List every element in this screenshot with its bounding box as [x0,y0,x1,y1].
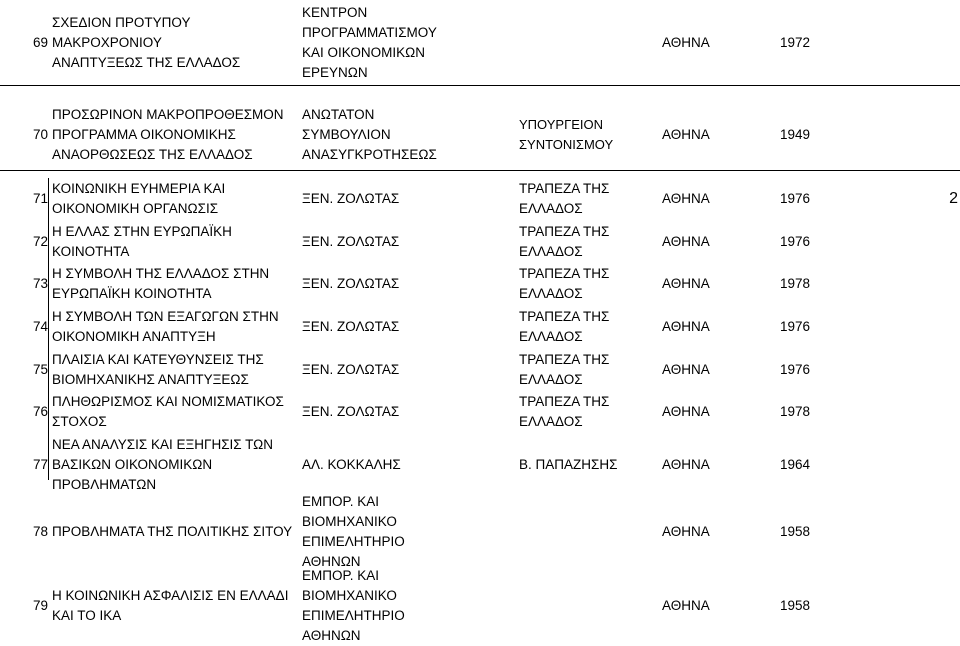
year: 1976 [779,234,810,249]
translator-publisher: ΥΠΟΥΡΓΕΙΟΝ ΣΥΝΤΟΝΙΣΜΟΥ [519,117,614,152]
translator-publisher [519,0,659,85]
place: ΑΘΗΝΑ [662,191,710,206]
row-number: 77 [32,457,48,472]
book-title: ΝΕΑ ΑΝΑΛΥΣΙΣ ΚΑΙ ΕΞΗΓΗΣΙΣ ΤΩΝ ΒΑΣΙΚΩΝ ΟΙΚΟΝΟΜΙΚΩΝ ΠΡΟΒΛΗΜΑΤΩΝ [52,437,274,492]
translator-publisher: ΤΡΑΠΕΖΑ ΤΗΣ ΕΛΛΑΔΟΣ [519,394,610,429]
year: 1976 [779,362,810,377]
table-row [0,434,960,496]
extra-mark [938,0,958,85]
extra-mark [938,391,958,433]
year: 1976 [779,319,810,334]
row-number: 70 [32,127,48,142]
year: 1949 [779,127,810,142]
author-publisher: ΑΛ. ΚΟΚΚΑΛΗΣ [302,457,401,472]
place: ΑΘΗΝΑ [662,319,710,334]
author-publisher: ΞΕΝ. ΖΟΛΩΤΑΣ [302,319,400,334]
translator-publisher: ΤΡΑΠΕΖΑ ΤΗΣ ΕΛΛΑΔΟΣ [519,266,610,301]
row-number: 79 [32,597,48,613]
translator-publisher: ΤΡΑΠΕΖΑ ΤΗΣ ΕΛΛΑΔΟΣ [519,224,610,259]
book-title: ΠΛΗΘΩΡΙΣΜΟΣ ΚΑΙ ΝΟΜΙΣΜΑΤΙΚΟΣ ΣΤΟΧΟΣ [52,394,284,429]
book-title: ΠΡΟΒΛΗΜΑΤΑ ΤΗΣ ΠΟΛΙΤΙΚΗΣ ΣΙΤΟΥ [52,524,293,539]
extra-mark [938,568,958,643]
book-title: Η ΣΥΜΒΟΛΗ ΤΗΣ ΕΛΛΑΔΟΣ ΣΤΗΝ ΕΥΡΩΠΑΪΚΗ ΚΟΙΝΟΤΗΤΑ [52,266,270,301]
translator-publisher: ΤΡΑΠΕΖΑ ΤΗΣ ΕΛΛΑΔΟΣ [519,181,610,216]
extra-mark [938,434,958,496]
row-number: 75 [32,362,48,377]
row-number: 72 [32,234,48,249]
author-publisher: ΞΕΝ. ΖΟΛΩΤΑΣ [302,362,400,377]
table-row [0,0,960,85]
place: ΑΘΗΝΑ [662,404,710,419]
place: ΑΘΗΝΑ [662,127,710,142]
translator-publisher: Β. ΠΑΠΑΖΗΣΗΣ [519,457,618,472]
row-number: 73 [32,276,48,291]
row-separator [0,85,960,86]
place: ΑΘΗΝΑ [662,362,710,377]
translator-publisher [519,568,659,643]
translator-publisher: ΤΡΑΠΕΖΑ ΤΗΣ ΕΛΛΑΔΟΣ [519,352,610,387]
table-row [0,306,960,348]
year: 1972 [779,34,810,50]
place: ΑΘΗΝΑ [662,524,710,539]
place: ΑΘΗΝΑ [662,597,710,613]
year: 1958 [779,524,810,539]
translator-publisher: ΤΡΑΠΕΖΑ ΤΗΣ ΕΛΛΑΔΟΣ [519,309,610,344]
year: 1978 [779,276,810,291]
table-row [0,96,960,174]
author-publisher: ΞΕΝ. ΖΟΛΩΤΑΣ [302,276,400,291]
extra-mark [938,496,958,568]
year: 1964 [779,457,810,472]
row-number: 71 [32,191,48,206]
extra-mark [938,96,958,174]
table-row [0,221,960,263]
row-number: 76 [32,404,48,419]
place: ΑΘΗΝΑ [662,276,710,291]
author-publisher: ΞΕΝ. ΖΟΛΩΤΑΣ [302,404,400,419]
row-number: 78 [32,524,48,539]
extra-mark [938,306,958,348]
translator-publisher [519,496,659,568]
book-title: Η ΣΥΜΒΟΛΗ ΤΩΝ ΕΞΑΓΩΓΩΝ ΣΤΗΝ ΟΙΚΟΝΟΜΙΚΗ ΑΝΑΠΤΥΞΗ [52,309,279,344]
author-publisher: ΞΕΝ. ΖΟΛΩΤΑΣ [302,191,400,206]
table-row [0,496,960,568]
year: 1958 [779,597,810,613]
author-publisher: ΑΝΩΤΑΤΟΝ ΣΥΜΒΟΥΛΙΟΝ ΑΝΑΣΥΓΚΡΟΤΗΣΕΩΣ [302,107,437,162]
row-number: 69 [32,34,48,50]
book-title: ΣΧΕΔΙΟΝ ΠΡΟΤΥΠΟΥ ΜΑΚΡΟΧΡΟΝΙΟΥ ΑΝΑΠΤΥΞΕΩΣ ΤΗΣ ΕΛΛΑΔΟΣ [52,14,241,70]
extra-mark: 2 [949,190,958,207]
table-row [0,391,960,433]
author-publisher: ΕΜΠΟΡ. ΚΑΙ ΒΙΟΜΗΧΑΝΙΚΟ ΕΠΙΜΕΛΗΤΗΡΙΟ ΑΘΗΝΩΝ [302,494,405,569]
place: ΑΘΗΝΑ [662,234,710,249]
row-number: 74 [32,319,48,334]
year: 1976 [779,191,810,206]
place: ΑΘΗΝΑ [662,34,710,50]
table-row [0,568,960,643]
book-title: Η ΕΛΛΑΣ ΣΤΗΝ ΕΥΡΩΠΑΪΚΗ ΚΟΙΝΟΤΗΤΑ [52,224,232,259]
table-row [0,178,960,220]
extra-mark [938,263,958,305]
author-publisher: ΚΕΝΤΡΟΝ ΠΡΟΓΡΑΜΜΑΤΙΣΜΟΥ ΚΑΙ ΟΙΚΟΝΟΜΙΚΩΝ ΕΡΕΥΝΩΝ [302,4,437,80]
book-title: ΠΡΟΣΩΡΙΝΟΝ ΜΑΚΡΟΠΡΟΘΕΣΜΟΝ ΠΡΟΓΡΑΜΜΑ ΟΙΚΟΝΟΜΙΚΗΣ ΑΝΑΟΡΘΩΣΕΩΣ ΤΗΣ ΕΛΛΑΔΟΣ [52,107,284,162]
extra-mark [938,221,958,263]
author-publisher: ΕΜΠΟΡ. ΚΑΙ ΒΙΟΜΗΧΑΝΙΚΟ ΕΠΙΜΕΛΗΤΗΡΙΟ ΑΘΗΝΩΝ [302,567,405,643]
table-row [0,349,960,391]
book-title: ΠΛΑΙΣΙΑ ΚΑΙ ΚΑΤΕΥΘΥΝΣΕΙΣ ΤΗΣ ΒΙΟΜΗΧΑΝΙΚΗΣ ΑΝΑΠΤΥΞΕΩΣ [52,352,264,387]
author-publisher: ΞΕΝ. ΖΟΛΩΤΑΣ [302,234,400,249]
extra-mark [938,349,958,391]
place: ΑΘΗΝΑ [662,457,710,472]
book-title: ΚΟΙΝΩΝΙΚΗ ΕΥΗΜΕΡΙΑ ΚΑΙ ΟΙΚΟΝΟΜΙΚΗ ΟΡΓΑΝΩΣΙΣ [52,181,226,216]
book-title: Η ΚΟΙΝΩΝΙΚΗ ΑΣΦΑΛΙΣΙΣ ΕΝ ΕΛΛΑΔΙ ΚΑΙ ΤΟ ΙΚΑ [52,587,289,623]
year: 1978 [779,404,810,419]
table-row [0,263,960,305]
